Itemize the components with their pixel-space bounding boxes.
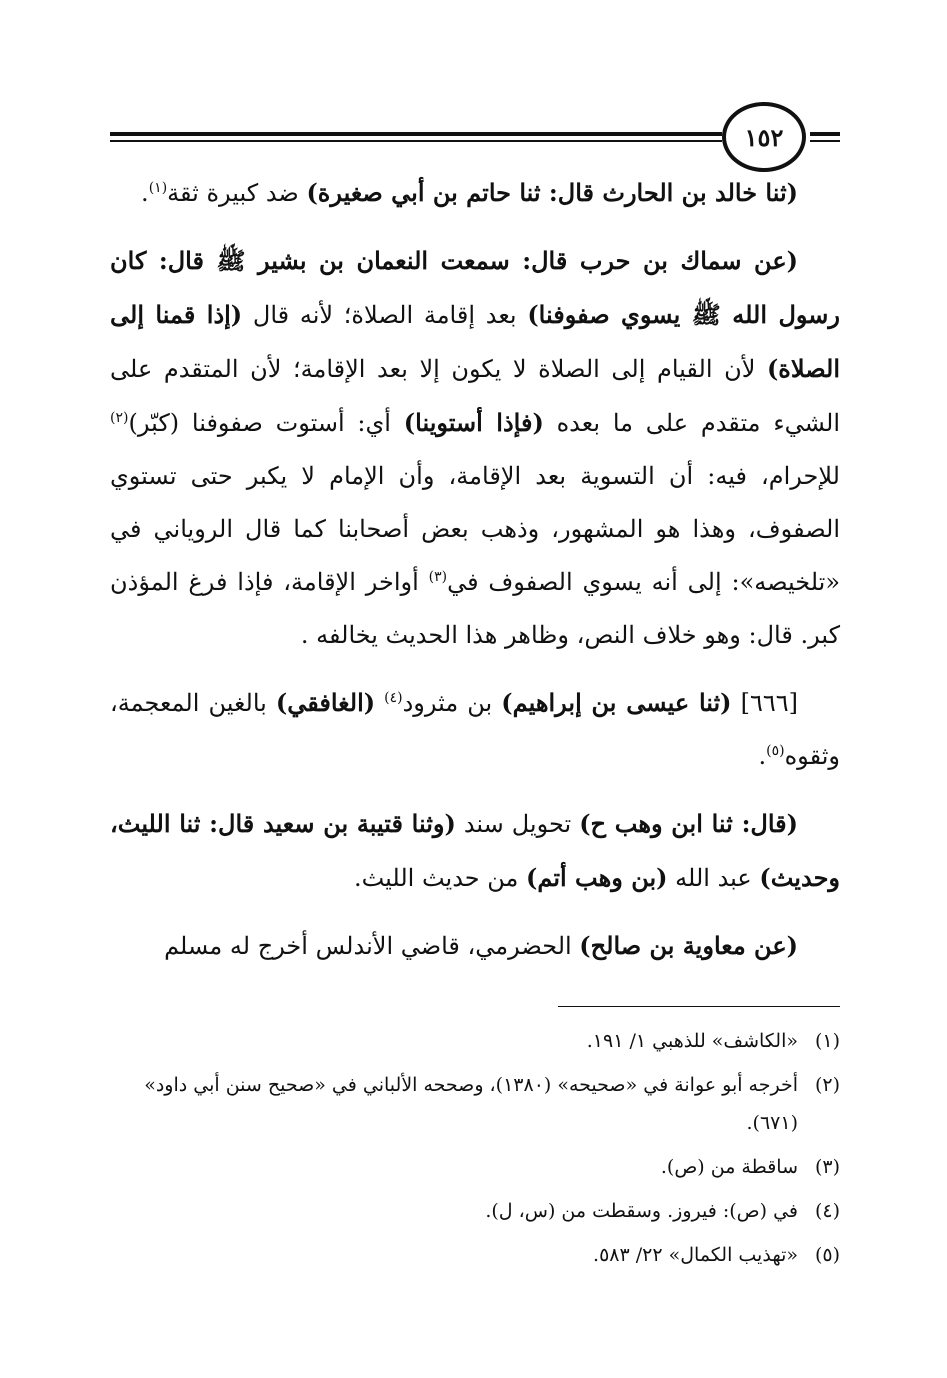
footnotes	[110, 1022, 840, 1280]
footnote-text: أخرجه أبو عوانة في «صحيحه» (١٣٨٠)، وصححه الألباني في «صحيح سنن أبي داود» (٦٧١).	[144, 1074, 798, 1134]
text	[375, 689, 384, 717]
header-rule	[110, 132, 722, 136]
footnote-ref: (٥)	[766, 743, 785, 759]
footnote-ref: (١)	[148, 180, 168, 196]
bold-text: (إذا قمنا إلى الصلاة)	[110, 300, 840, 383]
header-rule-right-thin	[810, 140, 840, 142]
footnote-number: (٥)	[814, 1244, 840, 1266]
footnote-text: ساقطة من (ص).	[660, 1156, 798, 1178]
text: ضد كبيرة ثقة	[167, 179, 307, 207]
page-number-badge	[722, 102, 806, 172]
paragraph	[110, 676, 840, 783]
bold-text: (فإذا أستوينا)	[403, 408, 544, 437]
paragraph	[110, 234, 840, 662]
paragraph	[110, 166, 840, 220]
text: أي: أستوت صفوفنا (كبّر)	[128, 409, 404, 437]
text: عبد الله	[667, 864, 760, 892]
footnote-ref: (٣)	[428, 569, 448, 585]
text: بالغين المعجمة، وثقوه	[110, 689, 840, 770]
bold-text: (قال: ثنا ابن وهب ح)	[579, 809, 799, 838]
text: .	[758, 742, 767, 770]
footnote-ref: (٤)	[384, 690, 403, 706]
text: من حديث الليث.	[353, 864, 527, 892]
footnote	[110, 1066, 840, 1142]
bold-text: (ثنا خالد بن الحارث قال: ثنا حاتم بن أبي صغيرة)	[306, 178, 798, 207]
paragraph	[110, 797, 840, 905]
bold-text: (عن سماك بن حرب قال: سمعت النعمان بن بشير ﷺ قال: كان رسول الله ﷺ يسوي صفوفنا)	[110, 246, 840, 329]
footnote-text: «تهذيب الكمال» ٢٢/ ٥٨٣.	[593, 1244, 798, 1266]
text: للإحرام، فيه: أن التسوية بعد الإقامة، وأن الإمام لا يكبر حتى تستوي الصفوف، وهذا هو المشهور، وذهب بعض أصحابنا كما قال الروياني في «تلخيصه»: إلى أنه يسوي الصفوف في	[110, 462, 841, 596]
footnote-text: «الكاشف» للذهبي ١/ ١٩١.	[586, 1030, 798, 1052]
bold-text: (عن معاوية بن صالح)	[579, 931, 798, 960]
footnote-separator	[558, 1006, 840, 1007]
bold-text: (بن وهب أتم)	[526, 863, 668, 892]
header-rule-right	[810, 132, 840, 136]
text: بن مثرود	[402, 689, 502, 717]
footnote-number: (٢)	[814, 1074, 840, 1096]
text: [٦٦٦]	[731, 689, 798, 717]
footnote	[110, 1022, 840, 1060]
page-number: ١٥٢	[744, 122, 784, 152]
footnote-number: (٤)	[814, 1200, 840, 1222]
bold-text: (ثنا عيسى بن إبراهيم)	[501, 688, 732, 717]
footnote	[110, 1148, 840, 1186]
text: .	[141, 179, 149, 207]
paragraph	[110, 919, 840, 973]
footnote-number: (٣)	[814, 1156, 840, 1178]
footnote	[110, 1236, 840, 1274]
bold-text: (وثنا قتيبة بن سعيد قال: ثنا الليث، وحديث)	[110, 809, 840, 892]
bold-text: (الغافقي)	[275, 688, 376, 717]
header-rule-thin	[110, 140, 722, 142]
text: الحضرمي، قاضي الأندلس أخرج له مسلم	[164, 932, 580, 960]
text: لأن القيام إلى الصلاة لا يكون إلا بعد الإقامة؛ لأن المتقدم على الشيء متقدم على ما بعده	[110, 355, 841, 437]
main-text	[110, 166, 840, 987]
footnote-number: (١)	[814, 1030, 840, 1052]
text: تحويل سند	[455, 810, 580, 838]
footnote	[110, 1192, 840, 1230]
text: بعد إقامة الصلاة؛ لأنه قال	[242, 301, 528, 329]
footnote-ref: (٢)	[110, 410, 129, 426]
footnote-text: في (ص): فيروز. وسقطت من (س، ل).	[485, 1200, 798, 1222]
text: أواخر الإقامة، فإذا فرغ المؤذن كبر. قال: وهو خلاف النص، وظاهر هذا الحديث يخالفه .	[110, 568, 840, 649]
